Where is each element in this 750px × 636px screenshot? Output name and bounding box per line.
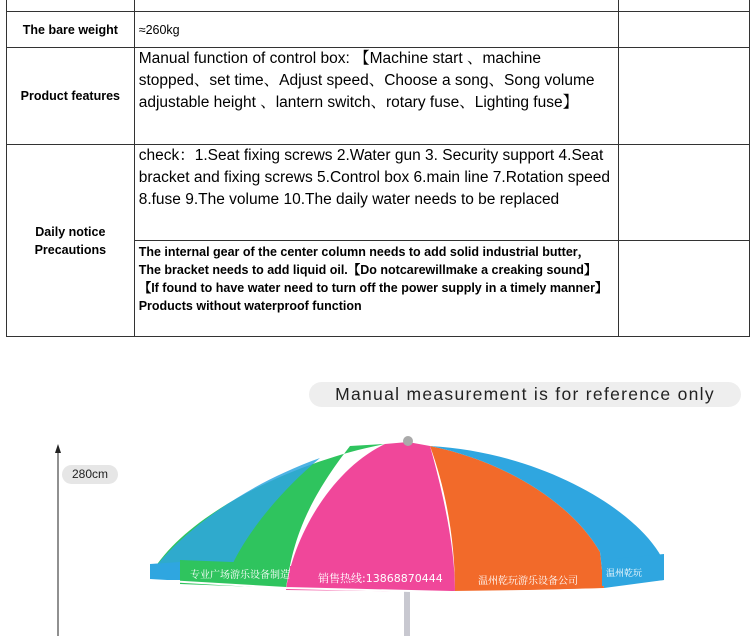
row-label-weight: The bare weight — [7, 12, 135, 48]
maintenance-line-2: 【If found to have water need to turn off the power supply in a timely manner】Products without waterproof function — [138, 281, 608, 313]
reference-notice: Manual measurement is for reference only — [309, 382, 741, 407]
maintenance-line-1: The internal gear of the center column needs to add solid industrial butter， The bracket needs to add liquid oil.【Do notcarewillmake a creaking sound】 — [138, 245, 597, 277]
umbrella-illustration — [0, 340, 750, 636]
blank-cell — [618, 12, 749, 48]
blank-cell — [618, 0, 749, 12]
panel-text-orange: 温州乾玩游乐设备公司 — [478, 576, 578, 587]
table-row — [7, 48, 750, 145]
valance-blue-left — [150, 562, 180, 580]
row-label-precautions: Daily notice Precautions — [7, 145, 135, 337]
weight-value: ≈260kg — [134, 12, 618, 48]
check-value: check：1.Seat fixing screws 2.Water gun 3. Security support 4.Seat bracket and fixing screws 5.Control box 6.main line 7.Rotation speed 8.fuse 9.The volume 10.The daily water needs to be replaced — [134, 145, 618, 241]
panel-text-blue: 温州乾玩 — [606, 569, 643, 579]
blank-cell — [618, 145, 749, 241]
panel-text-green: 专业广场游乐设备制造 — [190, 570, 290, 581]
row-value — [134, 0, 618, 12]
umbrella-finial-icon — [403, 436, 413, 446]
row-label — [7, 0, 135, 12]
spec-table — [6, 0, 750, 337]
dimension-arrow-icon — [55, 444, 61, 453]
panel-text-pink: 销售热线:13868870444 — [318, 572, 443, 585]
blank-cell — [618, 48, 749, 145]
height-label: 280cm — [62, 465, 118, 484]
maintenance-value — [134, 241, 618, 337]
blank-cell — [618, 241, 749, 337]
umbrella-pole — [404, 586, 410, 636]
features-value: Manual function of control box: 【Machine start 、machine stopped、set time、Adjust speed、Choose a song、Song volume adjustable height 、lantern switch、rotary fuse、Lighting fuse】 — [134, 48, 618, 145]
row-label-features: Product features — [7, 48, 135, 145]
table-row — [7, 145, 750, 241]
table-row — [7, 0, 750, 12]
table-row — [7, 12, 750, 48]
